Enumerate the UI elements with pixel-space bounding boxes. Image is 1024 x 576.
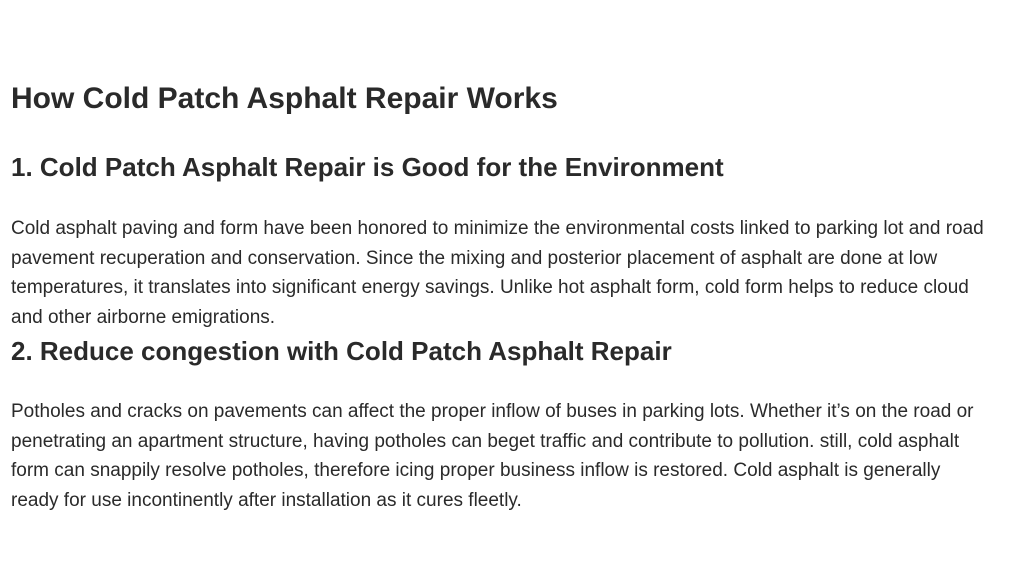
section-heading-environment: 1. Cold Patch Asphalt Repair is Good for the Environment — [11, 152, 724, 182]
section-paragraph-environment: Cold asphalt paving and form have been honored to minimize the environmental costs linked to parking lot and road pavement recuperation and conservation. Since the mixing and posterior placement of asphalt are done at low temperatures, it translates into significant energy savings. Unlike hot asphalt form, cold form helps to reduce cloud and other airborne emigrations. — [11, 218, 984, 328]
page-title: How Cold Patch Asphalt Repair Works — [11, 82, 558, 115]
section-paragraph-congestion: Potholes and cracks on pavements can affect the proper inflow of buses in parking lots. Whether it’s on the road or penetrating an apartment structure, having potholes can beget traffic and contribute to pollution. still, cold asphalt form can snappily resolve potholes, therefore icing proper business inflow is restored. Cold asphalt is generally ready for use incontinently after installation as it cures fleetly. — [11, 401, 974, 511]
section-heading-congestion: 2. Reduce congestion with Cold Patch Asphalt Repair — [11, 336, 672, 366]
